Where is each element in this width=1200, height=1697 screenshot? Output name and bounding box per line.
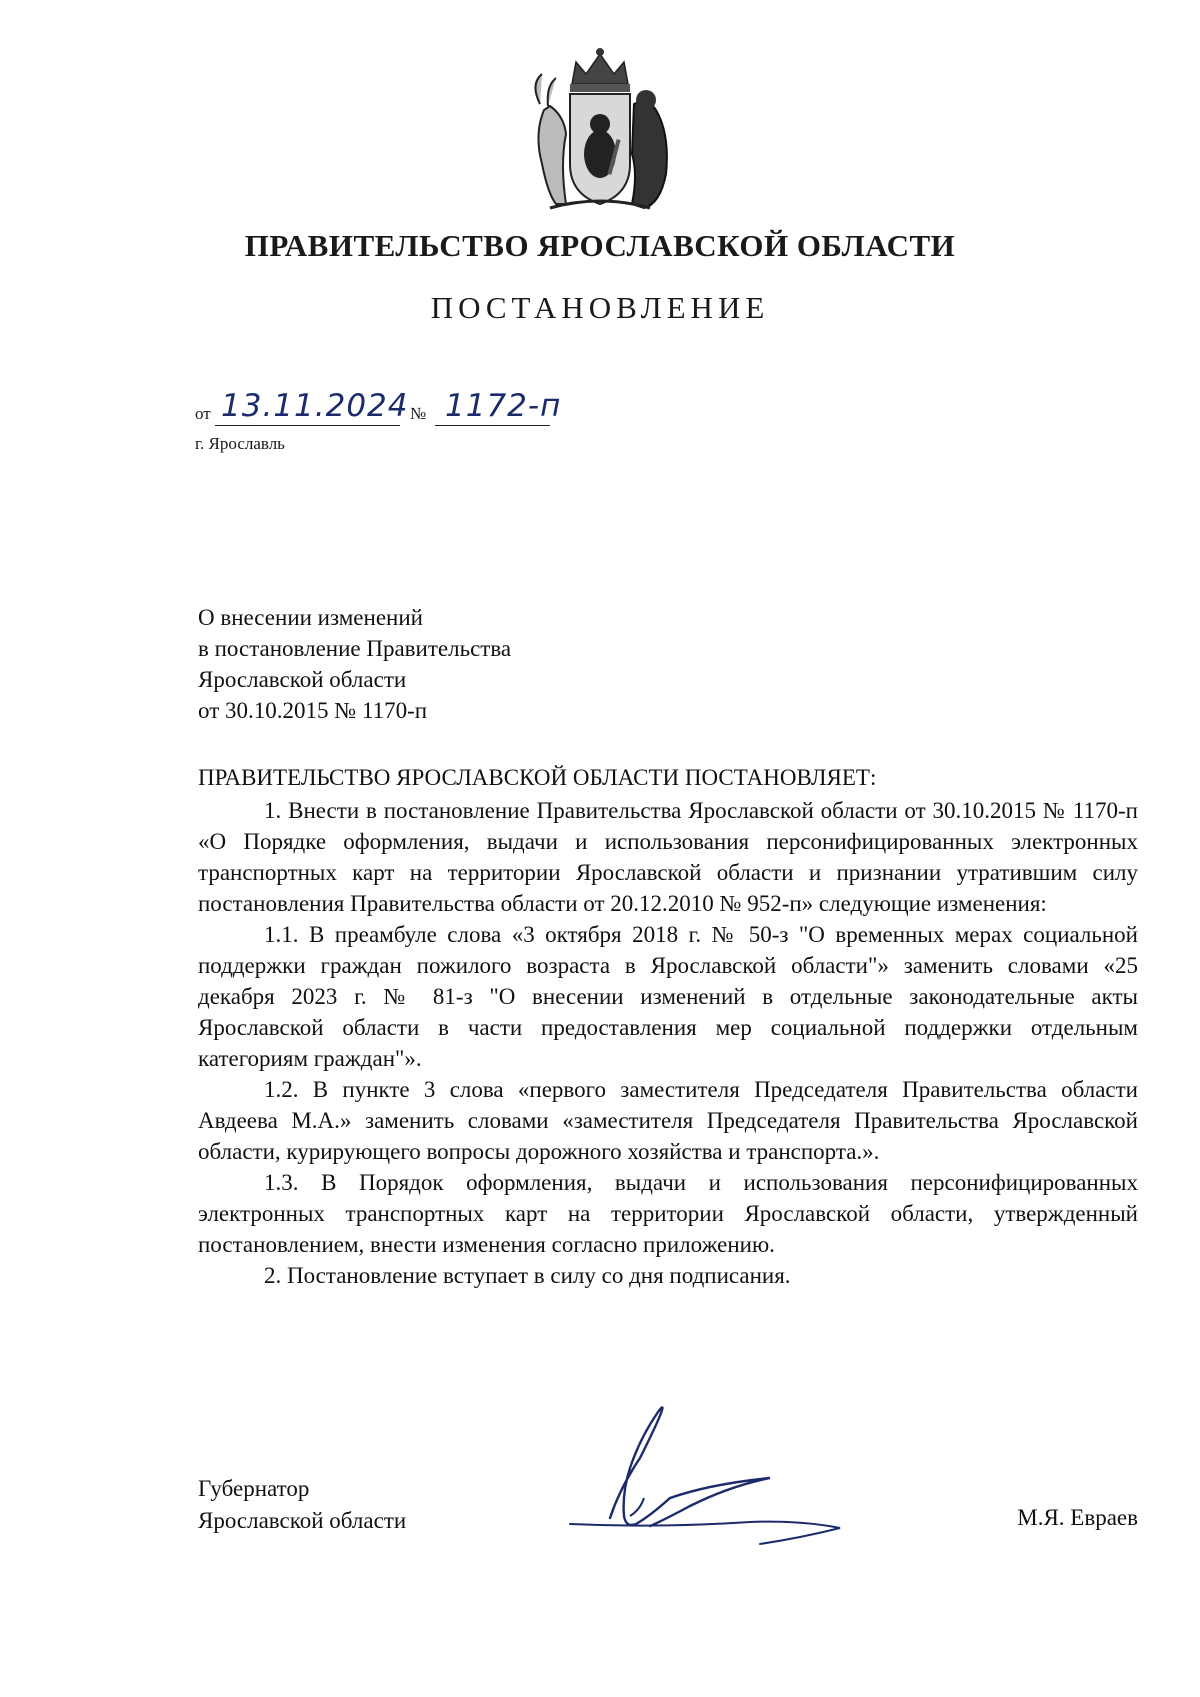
paragraph: 1.1. В преамбуле слова «3 октября 2018 г. № 50-з "О временных мерах социальной поддержки граждан пожилого возраста в Ярославской области"» заменить словами «25 декабря 2023 г. № 81-з "О внесении изменений в отдельные законодательные акты Ярославской области в части предоставления мер социальной поддержки отдельным категориям граждан"».	[198, 922, 1138, 1071]
paragraph: 1.3. В Порядок оформления, выдачи и использования персонифицированных электронных транспортных карт на территории Ярославской области, утвержденный постановлением, внести изменения согласно приложению.	[198, 1170, 1138, 1257]
date-value: 13.11.2024	[221, 388, 409, 424]
document-type: ПОСТАНОВЛЕНИЕ	[430, 290, 770, 325]
position-line: Губернатор	[198, 1476, 310, 1501]
paragraph: 1.2. В пункте 3 слова «первого заместителя Председателя Правительства области Авдеева М.А.» заменить словами «заместителя Председателя Правительства Ярославской области, курирующего вопросы дорожного хозяйства и транспорта.».	[198, 1077, 1138, 1164]
number-underline	[435, 425, 550, 426]
document-body	[198, 762, 1138, 1291]
date-underline	[215, 425, 400, 426]
paragraph: 2. Постановление вступает в силу со дня подписания.	[264, 1263, 791, 1288]
subject-line: в постановление Правительства	[198, 636, 512, 661]
handwritten-signature	[540, 1398, 910, 1568]
position-line: Ярославской области	[198, 1508, 407, 1533]
date-number-line	[195, 388, 615, 432]
subject-line: О внесении изменений	[198, 605, 423, 630]
city: г. Ярославль	[195, 434, 285, 453]
subject-line: от 30.10.2015 № 1170-п	[198, 698, 428, 723]
date-prefix: от	[195, 404, 211, 423]
signatory-name: М.Я. Евраев	[1017, 1505, 1138, 1530]
preamble: ПРАВИТЕЛЬСТВО ЯРОСЛАВСКОЙ ОБЛАСТИ ПОСТАНОВЛЯЕТ:	[198, 765, 877, 790]
document-subject	[198, 602, 698, 726]
organization-title: ПРАВИТЕЛЬСТВО ЯРОСЛАВСКОЙ ОБЛАСТИ	[244, 228, 956, 263]
number-prefix: №	[410, 404, 427, 423]
signatory-position	[198, 1473, 406, 1537]
number-value: 1172-п	[445, 388, 562, 424]
paragraph: 1. Внести в постановление Правительства Ярославской области от 30.10.2015 № 1170-п «О Порядке оформления, выдачи и использования персонифицированных электронных транспортных карт на территории Ярославской области и признании утратившим силу постановления Правительства области от 20.12.2010 № 952-п» следующие изменения:	[198, 798, 1138, 916]
coat-of-arms-icon	[520, 44, 680, 214]
subject-line: Ярославской области	[198, 667, 407, 692]
